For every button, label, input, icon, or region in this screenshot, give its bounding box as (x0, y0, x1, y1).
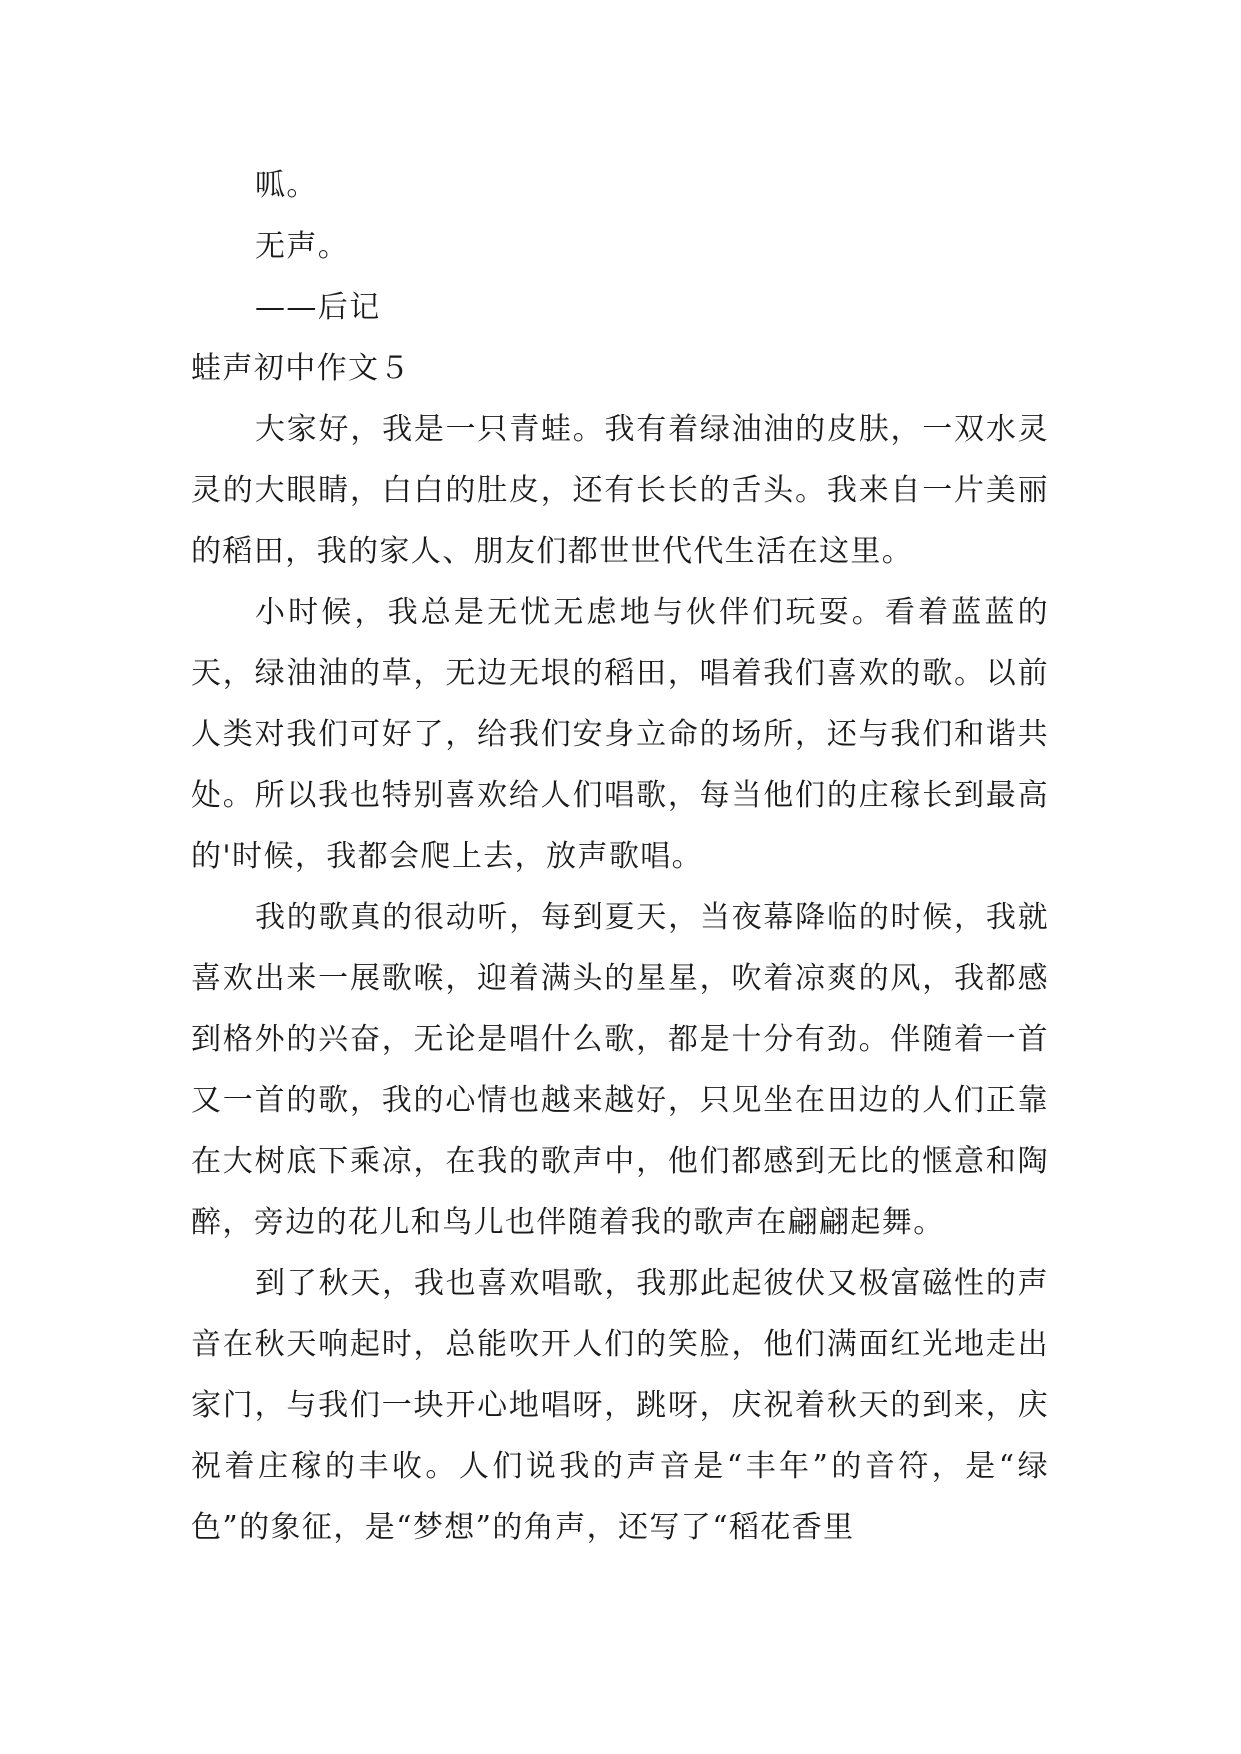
text-line: 呱。 (255, 168, 318, 203)
essay-title: 蛙声初中作文５ (191, 351, 411, 386)
paragraph: 我的歌真的很动听，每到夏天，当夜幕降临的时候，我就喜欢出来一展歌喉，迎着满头的星星，吹着凉爽的风，我都感到格外的兴奋，无论是唱什么歌，都是十分有劲。伴随着一首又一首的歌，我的心情也越来越好，只见坐在田边的人们正靠在大树底下乘凉，在我的歌声中，他们都感到无比的惬意和陶醉，旁边的花儿和鸟儿也伴随着我的歌声在翩翩起舞。 (191, 900, 1049, 1240)
text-line: ——后记 (255, 290, 381, 325)
paragraph: 到了秋天，我也喜欢唱歌，我那此起彼伏又极富磁性的声音在秋天响起时，总能吹开人们的笑脸，他们满面红光地走出家门，与我们一块开心地唱呀，跳呀，庆祝着秋天的到来，庆祝着庄稼的丰收。人们说我的声音是“丰年”的音符，是“绿色”的象征，是“梦想”的角声，还写了“稻花香里 (191, 1266, 1049, 1545)
paragraph: 小时候，我总是无忧无虑地与伙伴们玩耍。看着蓝蓝的天，绿油油的草，无边无垠的稻田，唱着我们喜欢的歌。以前人类对我们可好了，给我们安身立命的场所，还与我们和谐共处。所以我也特别喜欢给人们唱歌，每当他们的庄稼长到最高的'时候，我都会爬上去，放声歌唱。 (191, 595, 1049, 874)
document-body (191, 155, 1049, 1558)
paragraph: 大家好，我是一只青蛙。我有着绿油油的皮肤，一双水灵灵的大眼睛，白白的肚皮，还有长长的舌头。我来自一片美丽的稻田，我的家人、朋友们都世世代代生活在这里。 (191, 412, 1049, 569)
text-line: 无声。 (255, 229, 350, 264)
